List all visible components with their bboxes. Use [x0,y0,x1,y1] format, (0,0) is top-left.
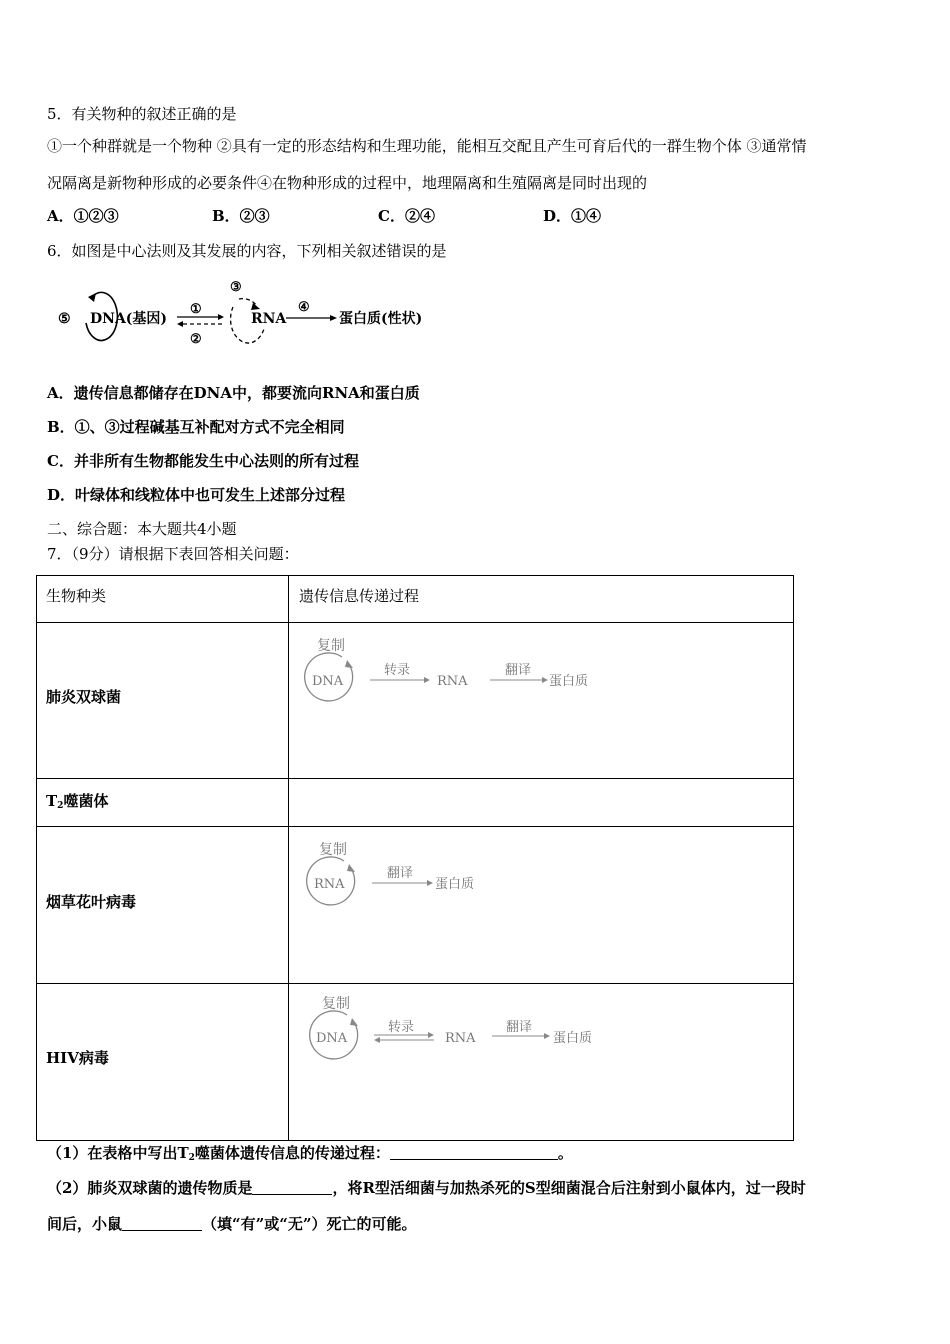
row-pneumococcus-name: 肺炎双球菌 [46,688,122,706]
q6-option-d: D．叶绿体和线粒体中也可发生上述部分过程 [47,486,346,504]
label-2: ② [190,332,202,347]
dna-gene-label: DNA(基因) [90,311,168,327]
q5-body-line2: 况隔离是新物种形成的必要条件④在物种形成的过程中，地理隔离和生殖隔离是同时出现的 [47,174,648,192]
answer-blank-3[interactable] [122,1215,202,1231]
transcription-label: 转录 [384,663,411,678]
rna-label: RNA [437,674,468,689]
q7-sub2-line1: （2）肺炎双球菌的遗传物质是 ，将R型活细菌与加热杀死的S型细菌混合后注射到小鼠体内，过一段时 [47,1179,806,1197]
replicate-label: 复制 [317,638,345,654]
transcription-label: 转录 [388,1020,415,1035]
q6-option-b: B．①、③过程碱基互补配对方式不完全相同 [47,418,345,436]
answer-blank-2[interactable] [252,1179,332,1195]
q5-body-line1: ①一个种群就是一个物种 ②具有一定的形态结构和生理功能，能相互交配且产生可育后代的一群生物个体 ③通常情 [47,137,807,155]
pneumococcus-flow-figure [300,630,610,710]
q5-option-a: A．①②③ [47,207,119,225]
q7-stem: 7．（9分）请根据下表回答相关问题： [47,545,299,563]
replicate-label: 复制 [319,842,347,858]
dna-label: DNA [316,1031,348,1046]
table-header-process: 遗传信息传递过程 [299,587,420,605]
rna-label: RNA [445,1031,476,1046]
translation-label: 翻译 [387,866,414,881]
translation-label: 翻译 [505,663,532,678]
label-5: ⑤ [58,311,71,327]
q6-option-c: C．并非所有生物都能发生中心法则的所有过程 [47,452,359,470]
label-3: ③ [230,280,242,295]
row-hiv-name: HIV病毒 [46,1049,109,1067]
section2-heading: 二、综合题：本大题共4小题 [47,520,237,538]
protein-label: 蛋白质 [549,674,589,689]
dna-label: DNA [312,674,344,689]
q7-sub2-line2: 间后，小鼠 （填“有”或“无”）死亡的可能。 [47,1215,417,1233]
q6-option-a: A．遗传信息都储存在DNA中，都要流向RNA和蛋白质 [47,384,420,402]
protein-label: 蛋白质 [435,877,475,892]
row-tmv-name: 烟草花叶病毒 [46,893,137,911]
q5-option-d: D．①④ [543,207,602,225]
rna-label: RNA [314,877,345,892]
tmv-flow-figure [302,834,612,914]
table-header-organism: 生物种类 [46,587,107,605]
protein-trait-label: 蛋白质(性状) [339,311,423,327]
replicate-label: 复制 [322,996,350,1012]
q7-sub1: （1）在表格中写出$T_2$噬菌体遗传信息的传递过程： 。 [47,1144,573,1163]
row-t2-phage-name: $T_2$噬菌体 [46,792,109,811]
rna-label: RNA [251,311,287,327]
q5-stem: 5．有关物种的叙述正确的是 [47,105,237,123]
label-4: ④ [298,300,310,315]
central-dogma-diagram [50,275,450,355]
q5-option-b: B．②③ [212,207,270,225]
answer-blank-1[interactable] [390,1144,558,1160]
label-1: ① [190,302,202,317]
q6-stem: 6．如图是中心法则及其发展的内容，下列相关叙述错误的是 [47,242,447,260]
hiv-flow-figure [304,990,624,1080]
translation-label: 翻译 [506,1020,533,1035]
q5-option-c: C．②④ [378,207,435,225]
protein-label: 蛋白质 [553,1031,593,1046]
